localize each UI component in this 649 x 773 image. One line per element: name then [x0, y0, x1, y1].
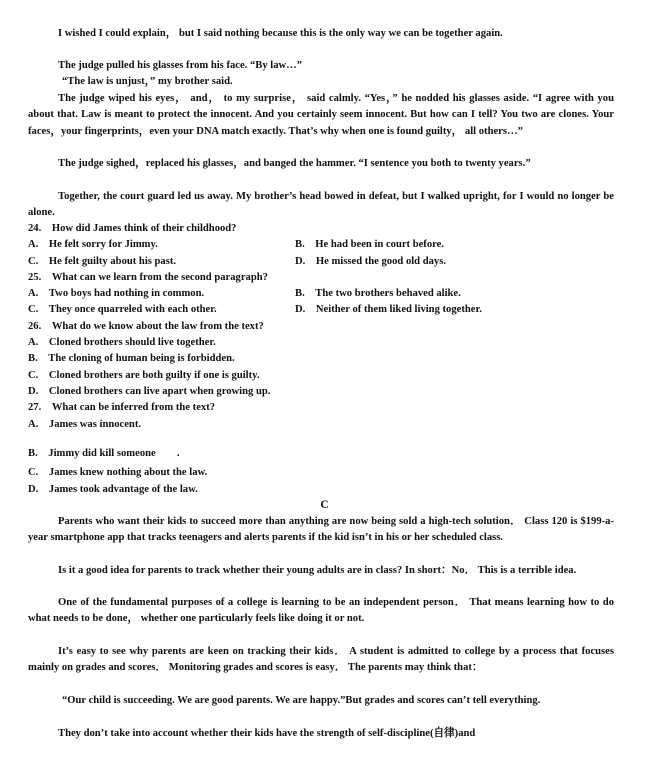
story-paragraph-4: The judge wiped his eyes， and， to my surprise， said calmly. “Yes，” he nodded his glasses aside. “I agree with you about that. Law is meant to protect the innocent. And you certainly seem innocent. But how can I tell? You two are clones. Your faces，your fingerprints，even your DNA match exactly. That’s why when one is found guilty， all others…” [28, 93, 614, 137]
question-24-stem: 24. How did James think of their childhood? [28, 223, 237, 234]
question-24-option-d: D. He missed the good old days. [295, 256, 446, 267]
question-25-option-d: D. Neither of them liked living together. [295, 304, 482, 315]
question-26-stem: 26. What do we know about the law from the text? [28, 321, 264, 332]
section-c-paragraph-4: It’s easy to see why parents are keen on tracking their kids． A student is admitted to college by a process that focuses mainly on grades and scores． Monitoring grades and scores is easy． The parents may think that： [28, 646, 614, 674]
story-paragraph-5: The judge sighed，replaced his glasses，and banged the hammer. “I sentence you both to twenty years.” [58, 158, 531, 169]
section-c-paragraph-5: “Our child is succeeding. We are good parents. We are happy.”But grades and scores can’t tell everything. [62, 695, 541, 706]
question-24-option-c: C. He felt guilty about his past. [28, 256, 177, 267]
question-26-option-c: C. Cloned brothers are both guilty if one is guilty. [28, 370, 260, 381]
question-26-option-a: A. Cloned brothers should live together. [28, 337, 216, 348]
question-24-option-a: A. He felt sorry for Jimmy. [28, 239, 158, 250]
story-paragraph-1: I wished I could explain， but I said nothing because this is the only way we can be together again. [58, 28, 503, 39]
section-c-paragraph-3: One of the fundamental purposes of a college is learning to be an independent person． That means learning how to do what needs to be done， whether one particularly feels like doing it or not. [28, 597, 614, 625]
question-25-option-a: A. Two boys had nothing in common. [28, 288, 205, 299]
question-27-option-b: B. Jimmy did kill someone . [28, 448, 180, 459]
story-paragraph-2: The judge pulled his glasses from his face. “By law…” [58, 60, 303, 71]
question-27-option-c: C. James knew nothing about the law. [28, 467, 208, 478]
question-27-stem: 27. What can be inferred from the text? [28, 402, 216, 413]
question-25-stem: 25. What can we learn from the second paragraph? [28, 272, 268, 283]
question-24-option-b: B. He had been in court before. [295, 239, 444, 250]
section-c-paragraph-2: Is it a good idea for parents to track whether their young adults are in class? In short：No． This is a terrible idea. [58, 565, 577, 576]
story-paragraph-6: Together, the court guard led us away. My brother’s head bowed in defeat, but I walked upright, for I would no longer be alone. [28, 191, 614, 219]
section-c-heading: C [320, 499, 329, 511]
story-paragraph-3: “The law is unjust，” my brother said. [62, 76, 233, 87]
section-c-paragraph-1: Parents who want their kids to succeed more than anything are now being sold a high-tech solution． Class 120 is $199-a-year smartphone app that tracks teenagers and alerts parents if the kid isn’t in his or her scheduled class. [28, 516, 614, 544]
question-25-option-b: B. The two brothers behaved alike. [295, 288, 461, 299]
question-26-option-d: D. Cloned brothers can live apart when growing up. [28, 386, 271, 397]
question-25-option-c: C. They once quarreled with each other. [28, 304, 217, 315]
section-c-paragraph-6: They don’t take into account whether their kids have the strength of self-discipline(自律)and [58, 728, 476, 739]
question-27-option-d: D. James took advantage of the law. [28, 484, 198, 495]
question-27-option-a: A. James was innocent. [28, 419, 141, 430]
question-26-option-b: B. The cloning of human being is forbidden. [28, 353, 235, 364]
